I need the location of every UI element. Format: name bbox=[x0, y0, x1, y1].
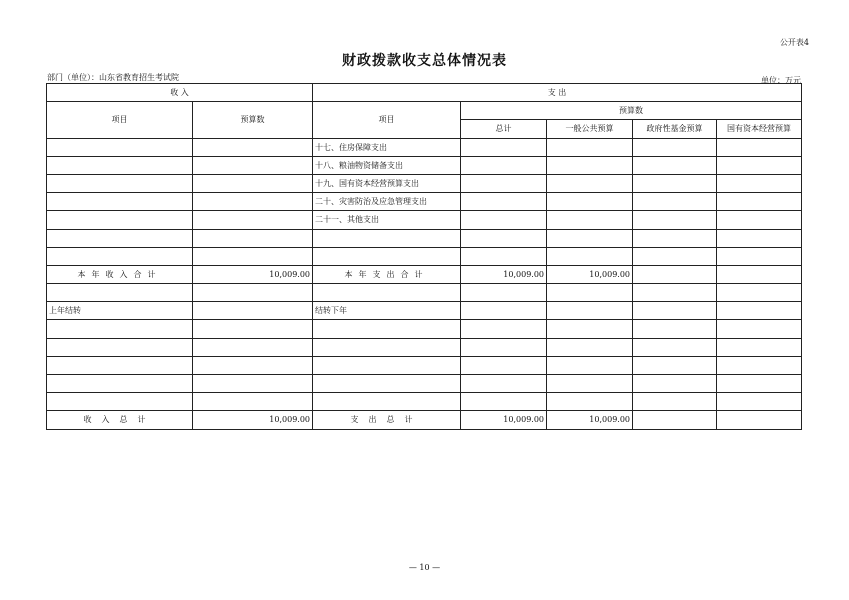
general-budget-cell bbox=[547, 284, 633, 302]
state-capital-cell bbox=[717, 284, 802, 302]
income-amount-cell bbox=[193, 193, 313, 211]
expense-item-cell: 十九、国有资本经营预算支出 bbox=[313, 174, 461, 192]
table-row bbox=[47, 138, 802, 156]
income-amount-cell bbox=[193, 375, 313, 393]
general-budget-header: 一般公共预算 bbox=[547, 120, 633, 138]
general-budget-cell bbox=[547, 138, 633, 156]
state-capital-cell bbox=[717, 211, 802, 229]
unit-label: 单位：万元 bbox=[761, 76, 801, 85]
expense-item-cell: 十七、住房保障支出 bbox=[313, 138, 461, 156]
expense-item-cell bbox=[313, 356, 461, 374]
table-row bbox=[47, 247, 802, 265]
general-budget-cell bbox=[547, 193, 633, 211]
income-item-cell: 上年结转 bbox=[47, 302, 193, 320]
general-budget-cell bbox=[547, 320, 633, 338]
fund-budget-cell bbox=[633, 265, 717, 283]
income-item-header: 项目 bbox=[47, 102, 193, 138]
page-number: — 10 — bbox=[408, 563, 441, 572]
table-row bbox=[47, 193, 802, 211]
table-row bbox=[47, 302, 802, 320]
expense-item-cell: 二十、灾害防治及应急管理支出 bbox=[313, 193, 461, 211]
income-item-cell bbox=[47, 174, 193, 192]
general-budget-cell bbox=[547, 375, 633, 393]
header-row-2 bbox=[47, 102, 802, 120]
budget-table bbox=[46, 83, 802, 430]
total-cell bbox=[461, 193, 547, 211]
state-capital-cell bbox=[717, 247, 802, 265]
income-amount-cell bbox=[193, 302, 313, 320]
fund-budget-cell bbox=[633, 156, 717, 174]
table-row bbox=[47, 338, 802, 356]
general-budget-cell bbox=[547, 174, 633, 192]
total-cell bbox=[461, 284, 547, 302]
fund-budget-cell bbox=[633, 320, 717, 338]
income-amount-cell bbox=[193, 229, 313, 247]
expense-item-cell: 支出总计 bbox=[313, 411, 461, 429]
fund-budget-cell bbox=[633, 338, 717, 356]
expense-item-cell bbox=[313, 393, 461, 411]
table-row bbox=[47, 174, 802, 192]
general-budget-cell bbox=[547, 229, 633, 247]
table-row bbox=[47, 284, 802, 302]
total-cell bbox=[461, 156, 547, 174]
total-cell: 10,009.00 bbox=[461, 265, 547, 283]
table-row bbox=[47, 156, 802, 174]
total-cell: 10,009.00 bbox=[461, 411, 547, 429]
total-cell bbox=[461, 211, 547, 229]
expense-item-cell: 二十一、其他支出 bbox=[313, 211, 461, 229]
total-cell bbox=[461, 320, 547, 338]
department-label: 部门（单位）：山东省教育招生考试院 bbox=[47, 73, 179, 82]
income-item-cell bbox=[47, 320, 193, 338]
summary-row bbox=[47, 265, 802, 283]
total-cell bbox=[461, 174, 547, 192]
total-cell bbox=[461, 393, 547, 411]
general-budget-cell bbox=[547, 302, 633, 320]
state-capital-cell bbox=[717, 393, 802, 411]
income-item-cell bbox=[47, 284, 193, 302]
table-row bbox=[47, 375, 802, 393]
income-item-cell bbox=[47, 393, 193, 411]
income-amount-cell: 10,009.00 bbox=[193, 411, 313, 429]
header-row-1 bbox=[47, 84, 802, 102]
state-capital-cell bbox=[717, 174, 802, 192]
fund-budget-cell bbox=[633, 302, 717, 320]
expense-item-header: 项目 bbox=[313, 102, 461, 138]
summary-row bbox=[47, 411, 802, 429]
income-amount-cell bbox=[193, 393, 313, 411]
general-budget-cell bbox=[547, 356, 633, 374]
expense-item-cell: 本年支出合计 bbox=[313, 265, 461, 283]
total-cell bbox=[461, 338, 547, 356]
state-capital-cell bbox=[717, 375, 802, 393]
table-row bbox=[47, 211, 802, 229]
fund-budget-cell bbox=[633, 229, 717, 247]
total-cell bbox=[461, 247, 547, 265]
income-amount-cell bbox=[193, 284, 313, 302]
state-capital-header: 国有资本经营预算 bbox=[717, 120, 802, 138]
fund-budget-cell bbox=[633, 174, 717, 192]
fund-budget-cell bbox=[633, 356, 717, 374]
state-capital-cell bbox=[717, 193, 802, 211]
income-amount-cell bbox=[193, 156, 313, 174]
income-header: 收 入 bbox=[47, 84, 313, 102]
income-item-cell bbox=[47, 375, 193, 393]
income-item-cell: 本年收入合计 bbox=[47, 265, 193, 283]
expense-item-cell bbox=[313, 338, 461, 356]
general-budget-cell bbox=[547, 247, 633, 265]
table-row bbox=[47, 229, 802, 247]
income-amount-cell bbox=[193, 320, 313, 338]
state-capital-cell bbox=[717, 265, 802, 283]
fund-budget-cell bbox=[633, 247, 717, 265]
general-budget-cell bbox=[547, 338, 633, 356]
state-capital-cell bbox=[717, 356, 802, 374]
total-cell bbox=[461, 302, 547, 320]
income-item-cell bbox=[47, 193, 193, 211]
income-item-cell bbox=[47, 156, 193, 174]
income-item-cell bbox=[47, 356, 193, 374]
income-amount-cell bbox=[193, 211, 313, 229]
total-cell bbox=[461, 229, 547, 247]
income-item-cell bbox=[47, 247, 193, 265]
table-tag: 公开表4 bbox=[779, 38, 809, 47]
income-amount-cell bbox=[193, 247, 313, 265]
total-cell bbox=[461, 138, 547, 156]
income-item-cell: 收入总计 bbox=[47, 411, 193, 429]
expense-item-cell: 结转下年 bbox=[313, 302, 461, 320]
fund-budget-cell bbox=[633, 193, 717, 211]
total-header: 总计 bbox=[461, 120, 547, 138]
general-budget-cell bbox=[547, 211, 633, 229]
fund-budget-cell bbox=[633, 284, 717, 302]
fund-budget-cell bbox=[633, 375, 717, 393]
fund-budget-cell bbox=[633, 411, 717, 429]
expense-item-cell: 十八、粮油物资储备支出 bbox=[313, 156, 461, 174]
state-capital-cell bbox=[717, 138, 802, 156]
expense-item-cell bbox=[313, 320, 461, 338]
income-amount-cell bbox=[193, 356, 313, 374]
general-budget-cell bbox=[547, 393, 633, 411]
income-amount-cell: 10,009.00 bbox=[193, 265, 313, 283]
state-capital-cell bbox=[717, 411, 802, 429]
income-item-cell bbox=[47, 138, 193, 156]
state-capital-cell bbox=[717, 229, 802, 247]
state-capital-cell bbox=[717, 338, 802, 356]
general-budget-cell: 10,009.00 bbox=[547, 265, 633, 283]
income-item-cell bbox=[47, 338, 193, 356]
income-item-cell bbox=[47, 229, 193, 247]
page-title: 财政拨款收支总体情况表 bbox=[342, 53, 507, 69]
expense-header: 支 出 bbox=[313, 84, 802, 102]
expense-item-cell bbox=[313, 284, 461, 302]
income-amount-cell bbox=[193, 338, 313, 356]
table-row bbox=[47, 320, 802, 338]
income-item-cell bbox=[47, 211, 193, 229]
general-budget-cell: 10,009.00 bbox=[547, 411, 633, 429]
income-budget-header: 预算数 bbox=[193, 102, 313, 138]
income-amount-cell bbox=[193, 138, 313, 156]
fund-budget-header: 政府性基金预算 bbox=[633, 120, 717, 138]
expense-item-cell bbox=[313, 229, 461, 247]
expense-item-cell bbox=[313, 375, 461, 393]
fund-budget-cell bbox=[633, 138, 717, 156]
total-cell bbox=[461, 375, 547, 393]
state-capital-cell bbox=[717, 156, 802, 174]
income-amount-cell bbox=[193, 174, 313, 192]
expense-budget-header: 预算数 bbox=[461, 102, 802, 120]
table-row bbox=[47, 393, 802, 411]
total-cell bbox=[461, 356, 547, 374]
expense-item-cell bbox=[313, 247, 461, 265]
fund-budget-cell bbox=[633, 211, 717, 229]
table-row bbox=[47, 356, 802, 374]
general-budget-cell bbox=[547, 156, 633, 174]
state-capital-cell bbox=[717, 320, 802, 338]
fund-budget-cell bbox=[633, 393, 717, 411]
state-capital-cell bbox=[717, 302, 802, 320]
